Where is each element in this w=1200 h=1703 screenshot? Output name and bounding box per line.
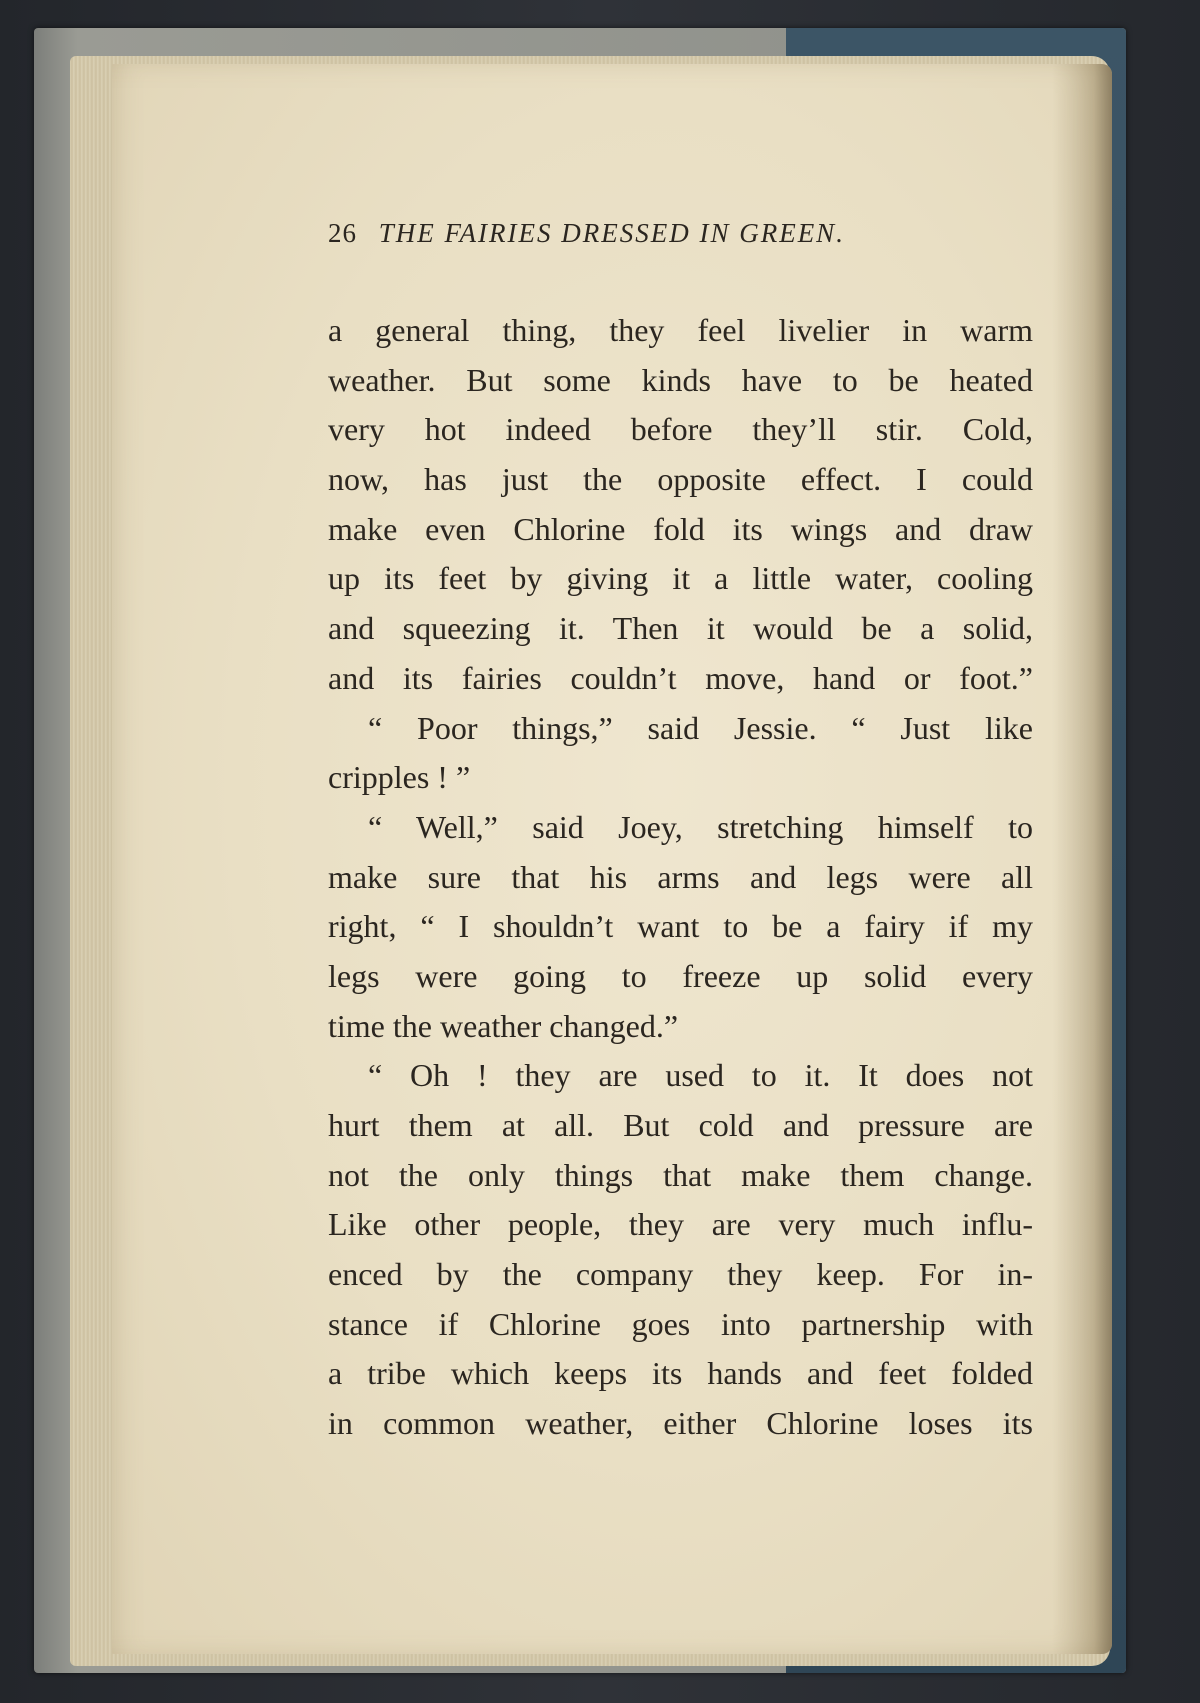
text-line: in common weather, either Chlorine loses its (328, 1405, 1033, 1442)
text-line: right, “ I shouldn’t want to be a fairy if my (328, 908, 1033, 945)
text-line: up its feet by giving it a little water, cooling (328, 560, 1033, 597)
text-line: “ Poor things,” said Jessie. “ Just like (368, 709, 1033, 746)
text-line: “ Oh ! they are used to it. It does not (368, 1057, 1033, 1094)
running-title: THE FAIRIES DRESSED IN GREEN. (378, 218, 845, 248)
text-line: hurt them at all. But cold and pressure are (328, 1107, 1033, 1143)
text-line: very hot indeed before they’ll stir. Cold, (328, 411, 1033, 448)
gutter-shadow (1052, 64, 1112, 1654)
text-line: a tribe which keeps its hands and feet folded (328, 1355, 1033, 1392)
text-line: cripples ! ” (328, 759, 471, 796)
text-line: weather. But some kinds have to be heated (328, 361, 1033, 398)
text-line: Like other people, they are very much influ- (328, 1206, 1033, 1243)
text-line: stance if Chlorine goes into partnership with (328, 1305, 1033, 1342)
page-number: 26 (328, 218, 357, 248)
text-line: and squeezing it. Then it would be a solid, (328, 610, 1033, 647)
text-line: and its fairies couldn’t move, hand or foot.” (328, 659, 1033, 696)
text-line: make even Chlorine fold its wings and draw (328, 510, 1033, 547)
text-line: not the only things that make them change. (328, 1156, 1033, 1193)
text-line: legs were going to freeze up solid every (328, 957, 1033, 994)
text-line: time the weather changed.” (328, 1007, 679, 1044)
text-line: make sure that his arms and legs were all (328, 858, 1033, 895)
text-line: “ Well,” said Joey, stretching himself to (368, 808, 1033, 845)
text-line: a general thing, they feel livelier in warm (328, 312, 1033, 348)
body-text (328, 306, 1033, 1449)
text-line: now, has just the opposite effect. I could (328, 461, 1033, 498)
running-head (328, 218, 1028, 258)
text-line: enced by the company they keep. For in- (328, 1256, 1033, 1293)
